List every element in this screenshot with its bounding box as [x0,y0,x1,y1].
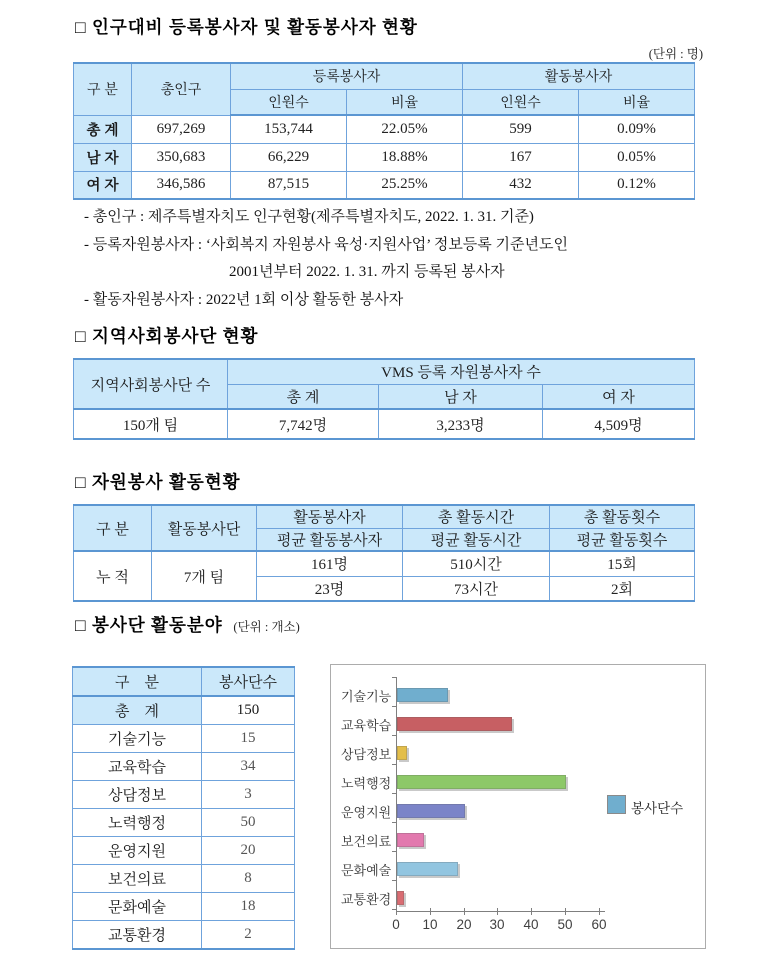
legend-label: 봉사단수 [631,801,684,816]
cell-female-reg-count: 87,515 [231,171,347,199]
col-header-team-count: 지역사회봉사단 수 [74,359,228,409]
col-header-vms-total: 총 계 [228,384,379,409]
section4-title-text: □ 봉사단 활동분야 [75,615,223,635]
chart-category-label: 보건의료 [341,834,392,849]
chart-y-tick [392,880,397,881]
chart-bar-row [331,707,705,736]
section1-unit-label: (단위 : 명) [648,47,703,61]
footnote-line: - 총인구 : 제주특별자치도 인구현황(제주특별자치도, 2022. 1. 31. 기준) [84,209,534,225]
chart-y-tick [392,677,397,678]
row-header-total: 총 계 [74,115,132,143]
chart-bar-row [331,852,705,881]
cell-female-population: 346,586 [132,171,231,199]
cell-male-act-count: 167 [463,143,579,171]
cell-field-value: 3 [202,781,295,809]
cell-male-reg-count: 66,229 [231,143,347,171]
row-header-cumulative: 누 적 [74,551,152,601]
col-header-avg-hours: 평균 활동시간 [403,528,550,551]
activity-field-bar-chart [330,664,706,949]
chart-x-tick-label: 40 [523,917,539,932]
chart-bar [397,775,566,789]
col-header-reg-ratio: 비율 [347,89,463,115]
chart-category-label: 교육학습 [341,718,392,733]
chart-bar [397,891,404,905]
col-header-registered-volunteers: 등록봉사자 [231,63,463,89]
cell-total-reg-ratio: 22.05% [347,115,463,143]
cell-vms-male: 3,233명 [379,409,543,439]
table-row-field [73,837,295,865]
chart-y-tick [392,706,397,707]
section1-title: □ 인구대비 등록봉사자 및 활동봉사자 현황 [75,17,418,37]
col-header-gubun: 구 분 [74,63,132,115]
table-row-field [73,781,295,809]
legend-swatch [607,795,626,814]
col-header-active-volunteer: 활동봉사자 [257,505,403,528]
chart-category-label: 기술기능 [341,689,392,704]
cell-total-reg-count: 153,744 [231,115,347,143]
chart-bar-row [331,765,705,794]
row-header-field: 보건의료 [73,865,202,893]
cell-field-value: 34 [202,753,295,781]
cell-field-value: 18 [202,893,295,921]
row-header-field: 운영지원 [73,837,202,865]
chart-bar [397,746,407,760]
chart-category-label: 상담정보 [341,747,392,762]
chart-x-tick-label: 0 [392,917,400,932]
activity-field-table [72,666,295,950]
table-row-field [73,893,295,921]
cell-field-total: 150 [202,696,295,725]
chart-x-tick-label: 30 [489,917,505,932]
cell-total-volunteers: 161명 [257,551,403,576]
chart-bar [397,688,448,702]
chart-y-axis [396,677,397,911]
col-header-total-times: 총 활동횟수 [550,505,695,528]
chart-category-label: 교통환경 [341,892,392,907]
row-header-male: 남 자 [74,143,132,171]
table-row-female [74,171,695,199]
section2-title: □ 지역사회봉사단 현황 [75,326,259,346]
section4-unit-label: (단위 : 개소) [233,620,300,634]
cell-team-count: 150개 팀 [74,409,228,439]
chart-y-tick [392,764,397,765]
col-header-act-ratio: 비율 [579,89,695,115]
chart-x-tick-label: 60 [591,917,607,932]
cell-field-value: 20 [202,837,295,865]
table-row-field [73,809,295,837]
cell-male-reg-ratio: 18.88% [347,143,463,171]
chart-category-label: 운영지원 [341,805,392,820]
community-team-table [73,358,695,440]
chart-y-tick [392,735,397,736]
cell-vms-female: 4,509명 [543,409,695,439]
col-header-act-count: 인원수 [463,89,579,115]
activity-status-table [73,504,695,602]
table-row-field [73,921,295,950]
table-row-male [74,143,695,171]
table-row-field [73,865,295,893]
cell-total-population: 697,269 [132,115,231,143]
cell-avg-volunteers: 23명 [257,576,403,601]
row-header-field: 교육학습 [73,753,202,781]
col-header-active-team: 활동봉사단 [152,505,257,551]
col-header-total-population: 총인구 [132,63,231,115]
cell-female-act-ratio: 0.12% [579,171,695,199]
row-header-field-total: 총 계 [73,696,202,725]
chart-category-label: 노력행정 [341,776,392,791]
chart-category-label: 문화예술 [341,863,392,878]
row-header-field: 문화예술 [73,893,202,921]
col-header-reg-count: 인원수 [231,89,347,115]
chart-x-tick [396,908,397,915]
cell-total-act-ratio: 0.09% [579,115,695,143]
col-header-active-volunteers: 활동봉사자 [463,63,695,89]
chart-x-tick [497,908,498,915]
chart-bar [397,862,458,876]
cell-male-act-ratio: 0.05% [579,143,695,171]
cell-female-act-count: 432 [463,171,579,199]
chart-bar-row [331,678,705,707]
cell-total-act-count: 599 [463,115,579,143]
chart-x-tick [565,908,566,915]
cell-field-value: 2 [202,921,295,950]
chart-x-tick [599,908,600,915]
table-row-field [73,725,295,753]
footnotes [84,204,704,314]
col-header-vms-registered: VMS 등록 자원봉사자 수 [228,359,695,384]
chart-y-tick [392,851,397,852]
row-header-female: 여 자 [74,171,132,199]
chart-bar [397,717,512,731]
row-header-field: 기술기능 [73,725,202,753]
chart-x-tick [430,908,431,915]
cell-field-value: 50 [202,809,295,837]
table-row-field-total [73,696,295,725]
cell-active-team-count: 7개 팀 [152,551,257,601]
chart-x-axis [396,911,605,912]
chart-x-tick-label: 50 [557,917,573,932]
chart-bar-row [331,823,705,852]
cell-avg-times: 2회 [550,576,695,601]
col-header-vms-female: 여 자 [543,384,695,409]
col-header-team-count: 봉사단수 [202,667,295,696]
table-row-community-teams [74,409,695,439]
footnote-line: - 활동자원봉사자 : 2022년 1회 이상 활동한 봉사자 [84,291,404,308]
footnote-line: - 등록자원봉사자 : ‘사회복지 자원봉사 육성·지원사업’ 정보등록 기준년도인 [84,236,568,253]
chart-y-tick [392,793,397,794]
chart-bar-row [331,881,705,910]
col-header-gubun: 구 분 [73,667,202,696]
population-volunteer-table [73,62,695,200]
table-row-field [73,753,295,781]
chart-bar [397,804,465,818]
cell-avg-hours: 73시간 [403,576,550,601]
table-row-cumulative-1 [74,551,695,576]
cell-total-times: 15회 [550,551,695,576]
chart-bar-row [331,736,705,765]
section4-title [75,612,300,637]
table-row-total [74,115,695,143]
cell-male-population: 350,683 [132,143,231,171]
section3-title: □ 자원봉사 활동현황 [75,472,241,492]
cell-vms-total: 7,742명 [228,409,379,439]
row-header-field: 노력행정 [73,809,202,837]
col-header-vms-male: 남 자 [379,384,543,409]
row-header-field: 상담정보 [73,781,202,809]
col-header-avg-times: 평균 활동횟수 [550,528,695,551]
col-header-total-hours: 총 활동시간 [403,505,550,528]
cell-female-reg-ratio: 25.25% [347,171,463,199]
cell-field-value: 8 [202,865,295,893]
cell-total-hours: 510시간 [403,551,550,576]
chart-x-tick [531,908,532,915]
col-header-avg-volunteer: 평균 활동봉사자 [257,528,403,551]
cell-field-value: 15 [202,725,295,753]
row-header-field: 교통환경 [73,921,202,950]
chart-x-tick-label: 20 [456,917,472,932]
chart-x-tick [464,908,465,915]
col-header-gubun: 구 분 [74,505,152,551]
chart-x-tick-label: 10 [422,917,438,932]
chart-y-tick [392,822,397,823]
chart-bar [397,833,424,847]
footnote-line: 2001년부터 2022. 1. 31. 까지 등록된 봉사자 [229,264,505,280]
